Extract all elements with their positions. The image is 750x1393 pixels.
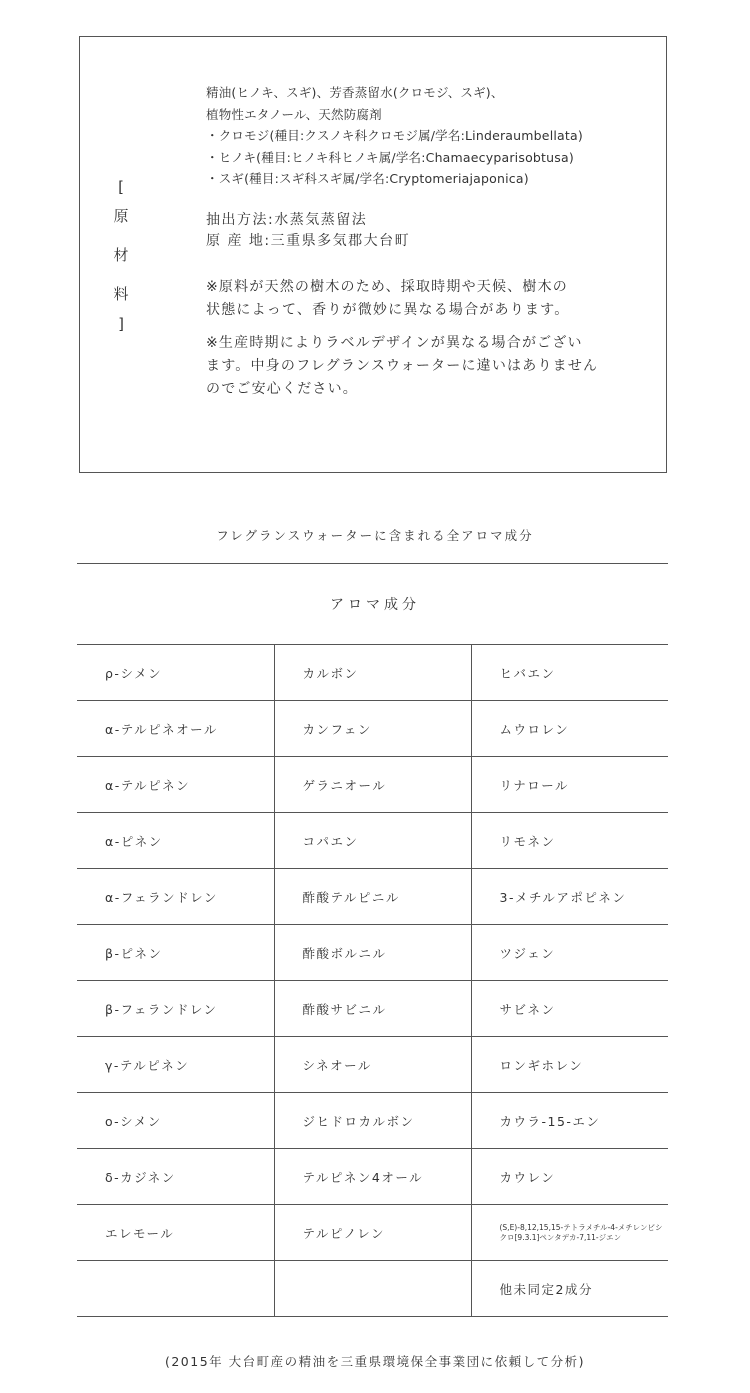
aroma-cell: ジヒドロカルボン (274, 1093, 471, 1149)
aroma-table-title: アロマ成分 (330, 597, 420, 613)
label-char: 原 (113, 207, 129, 225)
aroma-cell: テルピネン4オール (274, 1149, 471, 1205)
aroma-cell: α-テルピネン (77, 757, 274, 813)
table-row (77, 701, 668, 757)
table-row (77, 1037, 668, 1093)
ingredient-line: ・ヒノキ(種目:ヒノキ科ヒノキ属/学名:Chamaecyparisobtusa) (206, 149, 574, 165)
aroma-cell: α-ピネン (77, 813, 274, 869)
aroma-cell: α-フェランドレン (77, 869, 274, 925)
note-line: ます。中身のフレグランスウォーターに違いはありません (206, 357, 599, 374)
table-row (77, 1261, 668, 1317)
label-bracket-open: [ (118, 178, 124, 196)
aroma-cell: コパエン (274, 813, 471, 869)
aroma-cell: カウレン (471, 1149, 668, 1205)
table-row (77, 1205, 668, 1261)
note-line: のでご安心ください。 (206, 380, 358, 397)
aroma-cell: リモネン (471, 813, 668, 869)
note-natural (206, 276, 646, 322)
aroma-cell: 3-メチルアポピネン (471, 869, 668, 925)
aroma-cell: エレモール (77, 1205, 274, 1261)
aroma-cell: カンフェン (274, 701, 471, 757)
ingredient-line: 植物性エタノール、天然防腐剤 (206, 106, 382, 122)
aroma-cell: ヒバエン (471, 645, 668, 701)
aroma-table (77, 644, 668, 1317)
ingredient-line: ・スギ(種目:スギ科スギ属/学名:Cryptomeriajaponica) (206, 171, 529, 186)
analysis-footnote: (2015年 大台町産の精油を三重県環境保全事業団に依頼して分析) (164, 1354, 586, 1369)
table-row (77, 925, 668, 981)
aroma-cell: 酢酸サビニル (274, 981, 471, 1037)
note-line: ※原料が天然の樹木のため、採取時期や天候、樹木の (206, 278, 568, 295)
ingredients-box (79, 36, 667, 473)
ingredients-label (108, 177, 134, 334)
aroma-cell: 酢酸ボルニル (274, 925, 471, 981)
aroma-cell: ρ-シメン (77, 645, 274, 701)
note-line: 状態によって、香りが微妙に異なる場合があります。 (206, 301, 570, 318)
note-line: ※生産時期によりラベルデザインが異なる場合がござい (206, 334, 583, 351)
table-row (77, 645, 668, 701)
label-char: 材 (113, 246, 129, 264)
table-row (77, 757, 668, 813)
aroma-cell: ゲラニオール (274, 757, 471, 813)
aroma-cell: サビネン (471, 981, 668, 1037)
ingredients-content (206, 82, 646, 401)
aroma-cell: ツジェン (471, 925, 668, 981)
label-char: 料 (113, 285, 129, 303)
note-label-design (206, 332, 646, 401)
table-row (77, 1093, 668, 1149)
aroma-cell: ロンギホレン (471, 1037, 668, 1093)
aroma-cell: 他未同定2成分 (471, 1261, 668, 1317)
extraction-method: 抽出方法:水蒸気蒸留法 (206, 211, 368, 228)
aroma-cell: β-ピネン (77, 925, 274, 981)
aroma-cell: テルピノレン (274, 1205, 471, 1261)
aroma-cell: カウラ-15-エン (471, 1093, 668, 1149)
aroma-section-title: フレグランスウォーターに含まれる全アロマ成分 (216, 528, 534, 543)
aroma-cell: β-フェランドレン (77, 981, 274, 1037)
aroma-cell: γ-テルピネン (77, 1037, 274, 1093)
divider (77, 563, 668, 564)
aroma-cell: δ-カジネン (77, 1149, 274, 1205)
ingredient-list (206, 82, 646, 190)
aroma-cell (77, 1261, 274, 1317)
label-bracket-close: ] (118, 315, 124, 333)
aroma-cell (274, 1261, 471, 1317)
ingredient-line: ・クロモジ(種目:クスノキ科クロモジ属/学名:Linderaumbellata) (206, 128, 583, 143)
origin: 原 産 地:三重県多気郡大台町 (206, 232, 411, 249)
table-row (77, 981, 668, 1037)
table-row (77, 1149, 668, 1205)
aroma-cell: α-テルピネオール (77, 701, 274, 757)
table-row (77, 813, 668, 869)
aroma-cell: シネオール (274, 1037, 471, 1093)
table-row (77, 869, 668, 925)
aroma-cell: カルボン (274, 645, 471, 701)
aroma-cell: (S,E)-8,12,15,15-テトラメチル-4-メチレンビシクロ[9.3.1]ペンタデカ-7,11-ジエン (471, 1205, 668, 1261)
aroma-cell: 酢酸テルピニル (274, 869, 471, 925)
extraction-info (206, 210, 646, 252)
aroma-cell: ムウロレン (471, 701, 668, 757)
ingredient-line: 精油(ヒノキ、スギ)、芳香蒸留水(クロモジ、スギ)、 (206, 85, 504, 100)
aroma-cell: リナロール (471, 757, 668, 813)
aroma-cell: ο-シメン (77, 1093, 274, 1149)
